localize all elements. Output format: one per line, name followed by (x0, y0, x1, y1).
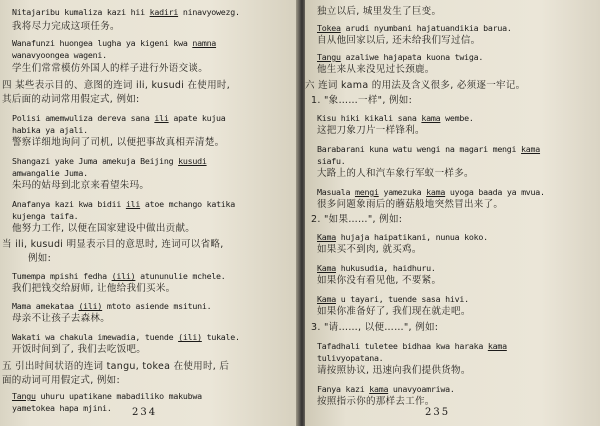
chinese-line (2, 375, 120, 387)
underlined-word: kama (369, 384, 389, 394)
chinese-line (2, 80, 230, 92)
swahili-line (317, 51, 483, 63)
swahili-line (12, 49, 107, 61)
text-run: 当 ili, kusudi 明显表示目的意思时, 连词可以省略, (2, 239, 224, 250)
chinese-line (317, 64, 435, 76)
chinese-line (12, 180, 149, 192)
text-run: 如果你没有看见他, 不要紧。 (317, 275, 442, 286)
swahili-line (12, 390, 202, 402)
underlined-word: ili (125, 199, 141, 209)
text-run: Nitajaribu kumaliza kazi hii (12, 7, 150, 17)
swahili-line (317, 231, 488, 243)
text-run: unavyoamriwa. (388, 384, 455, 394)
underlined-word: (ili) (78, 301, 103, 311)
text-run: 五 引出时间状语的连词 tangu, tokea 在使用时, 后 (2, 361, 230, 372)
right-page-number: 235 (425, 407, 451, 418)
underlined-word: kadiri (149, 7, 179, 17)
underlined-word: Tangu (12, 391, 36, 401)
text-run: 六 连词 kama 的用法及含义很多, 必须逐一牢记。 (305, 80, 526, 91)
chinese-line (317, 125, 425, 137)
underlined-word: kama (426, 187, 446, 197)
underlined-word: kama (521, 144, 541, 154)
left-page-number: 234 (132, 407, 158, 418)
chinese-line (317, 168, 474, 180)
text-run: uhuru upatikane mabadiliko makubwa (35, 391, 202, 401)
text-run: 他生来从来没见过长颈鹿。 (317, 64, 435, 75)
swahili-line (317, 340, 507, 352)
swahili-line (317, 186, 545, 198)
text-run: 警察详细地询问了司机, 以便把事故真相弄清楚。 (12, 137, 225, 148)
text-run: 按照指示你的那样去工作。 (317, 396, 435, 407)
swahili-line (317, 22, 512, 34)
text-run: habika ya ajali. (12, 125, 88, 135)
chinese-line (12, 344, 146, 356)
swahili-line (12, 210, 78, 222)
text-run: tulivyopatana. (317, 353, 384, 363)
text-run: uyoga baada ya mvua. (445, 187, 545, 197)
chinese-line (12, 313, 110, 325)
chinese-line (317, 244, 422, 256)
chinese-line (2, 361, 229, 373)
chinese-line (317, 199, 503, 211)
text-run: Fanya kazi (317, 384, 370, 394)
swahili-line (12, 402, 112, 414)
swahili-line (12, 155, 207, 167)
chinese-line (317, 275, 441, 287)
text-run: atoe mchango katika (140, 199, 236, 209)
text-run: 我们把钱交给厨师, 让他给我们买米。 (12, 283, 176, 294)
text-run: Polisi amemwuliza dereva sana (12, 113, 155, 123)
underlined-word: namna (192, 38, 217, 48)
text-run: apate kujua (168, 113, 226, 123)
text-run: amwangalie Juma. (12, 168, 88, 178)
chinese-line (305, 80, 525, 92)
text-run: hukusudia, haidhuru. (335, 263, 436, 273)
text-run: Masuala (317, 187, 355, 197)
swahili-line (317, 383, 455, 395)
text-run: 其后面的动词常用假定式, 例如: (2, 94, 140, 105)
text-run: 这把刀象刀片一样锋利。 (317, 125, 425, 136)
underlined-word: (ili) (111, 271, 136, 281)
swahili-line (12, 270, 226, 282)
swahili-line (317, 143, 540, 155)
chinese-line (317, 365, 471, 377)
swahili-line (12, 198, 235, 210)
text-run: 3. "请……, 以便……", 例如: (311, 322, 439, 333)
text-run: u tayari, tuende sasa hivi. (335, 294, 469, 304)
swahili-line (12, 37, 216, 49)
text-run: 朱玛的姑母到北京来看望朱玛。 (12, 180, 150, 191)
text-run: wanavyoongea wageni. (12, 50, 107, 60)
underlined-word: Kama (317, 263, 336, 273)
chinese-line (317, 35, 480, 47)
text-run: Anafanya kazi kwa bidii (12, 199, 126, 209)
text-run: 请按照协议, 迅速向我们提供货物。 (317, 365, 471, 376)
text-run: 独立以后, 城里发生了巨变。 (317, 6, 442, 17)
underlined-word: kama (421, 113, 441, 123)
chinese-line (12, 223, 195, 235)
chinese-line (28, 253, 51, 265)
text-run: hujaja haipatikani, nunua koko. (335, 232, 488, 242)
text-run: 如果你准备好了, 我们现在就走吧。 (317, 306, 471, 317)
text-run: 学生们常常模仿外国人的样子进行外语交谈。 (12, 63, 209, 74)
chinese-line (12, 137, 224, 149)
swahili-line (12, 300, 211, 312)
text-run: yametokea hapa mjini. (12, 403, 112, 413)
text-run: azaliwe hajapata kuona twiga. (340, 52, 484, 62)
swahili-line (317, 112, 474, 124)
text-run: siafu. (317, 156, 346, 166)
text-run: 母亲不让孩子去森林。 (12, 313, 111, 324)
chinese-line (2, 239, 224, 251)
swahili-line (317, 293, 469, 305)
swahili-line (12, 124, 88, 136)
text-run: 2. "如果……", 例如: (311, 214, 403, 225)
chinese-line (317, 6, 441, 18)
text-run: 1. "象……一样", 例如: (311, 95, 413, 106)
chinese-line (317, 396, 435, 408)
chinese-line (12, 21, 120, 33)
text-run: Tumempa mpishi fedha (12, 271, 112, 281)
chinese-line (12, 283, 175, 295)
underlined-word: (ili) (178, 332, 202, 342)
swahili-line (317, 352, 383, 364)
text-run: wembe. (440, 113, 474, 123)
chinese-line (317, 306, 471, 318)
chinese-line (311, 322, 438, 334)
swahili-line (317, 155, 345, 167)
text-run: 开饭时间到了, 我们去吃饭吧。 (12, 344, 147, 355)
text-run: Shangazi yake Juma amekuja Beijing (12, 156, 179, 166)
underlined-word: mengi (354, 187, 379, 197)
text-run: Tafadhali tuletee bidhaa kwa haraka (317, 341, 488, 351)
text-run: ninavyowezg. (178, 7, 240, 17)
right-page (305, 0, 600, 426)
text-run: 四 某些表示目的、意图的连词 ili, kusudi 在使用时, (2, 80, 231, 91)
text-run: 我将尽力完成这项任务。 (12, 21, 120, 32)
underlined-word: Kama (317, 232, 336, 242)
text-run: 如果买不到肉, 就买鸡。 (317, 244, 422, 255)
text-run: 例如: (28, 253, 52, 264)
swahili-line (12, 6, 240, 18)
chinese-line (12, 63, 208, 75)
text-run: 面的动词可用假定式, 例如: (2, 375, 120, 386)
text-run: Barabarani kuna watu wengi na magari mengi (317, 144, 522, 154)
underlined-word: Tokea (317, 23, 341, 33)
underlined-word: ili (154, 113, 169, 123)
text-run: atununulie mchele. (135, 271, 226, 281)
swahili-line (12, 331, 240, 343)
text-run: tukale. (201, 332, 240, 342)
text-run: Wanafunzi huongea lugha ya kigeni kwa (12, 38, 193, 48)
text-run: 自从他回家以后, 还未给我们写过信。 (317, 35, 481, 46)
swahili-line (12, 112, 226, 124)
chinese-line (311, 214, 402, 226)
text-run: 很多问题象雨后的蘑菇般地突然冒出来了。 (317, 199, 504, 210)
text-run: kujenga taifa. (12, 211, 79, 221)
text-run: yamezuka (378, 187, 427, 197)
swahili-line (317, 262, 436, 274)
text-run: 他努力工作, 以便在国家建设中做出贡献。 (12, 223, 196, 234)
underlined-word: kama (487, 341, 507, 351)
chinese-line (2, 94, 140, 106)
chinese-line (311, 95, 412, 107)
text-run: mtoto asiende msituni. (102, 301, 212, 311)
text-run: Wakati wa chakula imewadia, tuende (12, 332, 179, 342)
text-run: 大路上的人和汽车象行军蚁一样多。 (317, 168, 474, 179)
swahili-line (12, 167, 88, 179)
underlined-word: Tangu (317, 52, 341, 62)
text-run: Mama amekataa (12, 301, 79, 311)
text-run: arudi nyumbani hajatuandikia barua. (340, 23, 512, 33)
text-run: Kisu hiki kikali sana (317, 113, 422, 123)
underlined-word: kusudi (178, 156, 207, 166)
underlined-word: Kama (317, 294, 336, 304)
